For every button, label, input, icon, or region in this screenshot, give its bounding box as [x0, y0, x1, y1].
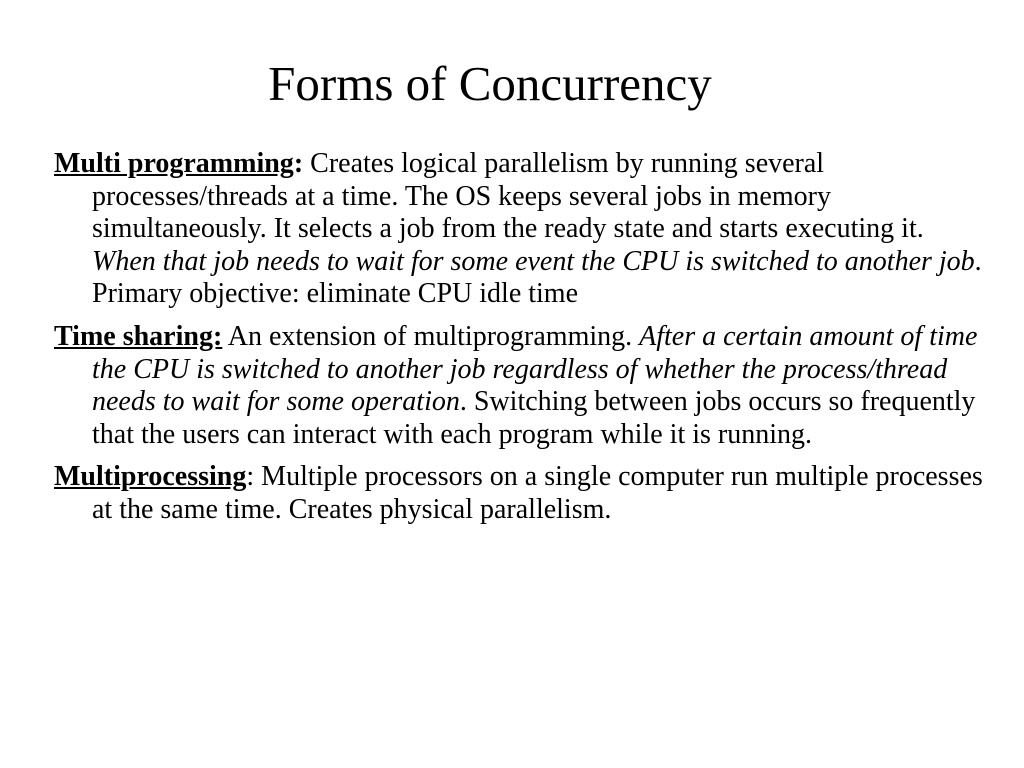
term-colon: :: [293, 148, 304, 179]
text-multi-programming-tail: . Primary objective: eliminate CPU idle time: [92, 245, 982, 310]
text-multiprocessing-lead: : Multiple processors on a single computer run multiple processes at the same time. Creates physical parallelism.: [92, 461, 983, 525]
text-multi-programming-lead: Creates logical parallelism by running several processes/threads at a time. The OS keeps several jobs in memory simultaneously. It selects a job from the ready state and starts executing it.: [92, 148, 924, 245]
text-time-sharing-italic: After a certain amount of time the CPU is switched to another job regardless of whether the process/thread needs to wait for some operation: [92, 320, 978, 418]
paragraph-multi-programming: [54, 148, 984, 311]
term-multiprocessing: Multiprocessing: [54, 461, 247, 493]
term-multi-programming: Multi programming: [54, 148, 294, 179]
text-multi-programming-italic: When that job needs to wait for some event the CPU is switched to another job: [92, 245, 975, 277]
slide-body: [54, 148, 984, 537]
paragraph-multiprocessing: [54, 461, 984, 526]
paragraph-time-sharing: [54, 321, 984, 451]
text-time-sharing-tail: . Switching between jobs occurs so frequently that the users can interact with each program while it is running.: [92, 386, 976, 450]
term-time-sharing: Time sharing:: [54, 320, 223, 352]
slide-title: Forms of Concurrency: [268, 56, 712, 111]
text-time-sharing-lead: An extension of multiprogramming.: [222, 320, 640, 352]
